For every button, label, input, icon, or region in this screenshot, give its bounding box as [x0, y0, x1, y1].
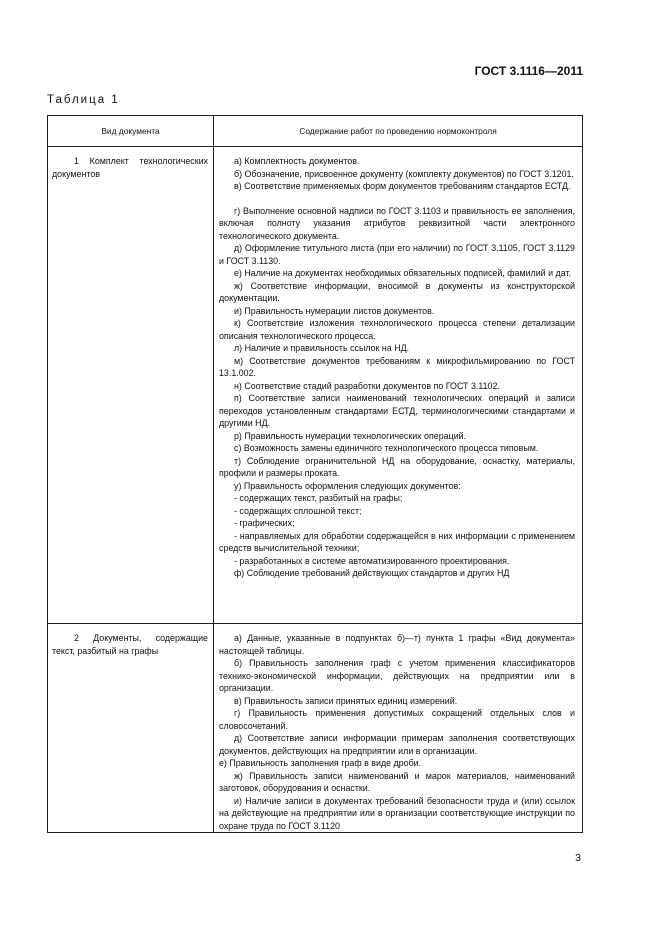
- document-type-name: 2 Документы, содержащие текст, разбитый на графы: [52, 633, 208, 656]
- table-row: [48, 147, 583, 624]
- list-item: у) Правильность оформления следующих документов:: [234, 480, 461, 491]
- list-item: и) Правильность нумерации листов документов.: [234, 305, 435, 316]
- list-item: в) Соответствие применяемых форм документов требованиям стандартов ЕСТД.: [234, 181, 571, 191]
- list-item: и) Наличие записи в документах требований безопасности труда и (или) ссылок на действующие на предприятии или в организации соответствующие инструкции по охране труда по ГОСТ 3.1120: [219, 795, 575, 831]
- list-item: ф) Соблюдение требований действующих стандартов и других НД: [234, 568, 510, 578]
- list-item: а) Комплектность документов.: [234, 156, 360, 166]
- table-caption-label: Таблица: [47, 94, 107, 106]
- work-content-cell: [214, 624, 583, 833]
- list-item: ж) Правильность записи наименований и марок материалов, наименований заготовок, оборудования и оснастки.: [219, 770, 575, 793]
- list-item: - содержащих текст, разбитый на графы;: [234, 493, 403, 503]
- list-item: е) Наличие на документах необходимых обязательных подписей, фамилий и дат.: [234, 268, 571, 278]
- document-standard-header: ГОСТ 3.1116—2011: [474, 64, 583, 78]
- list-item: ж) Соответствие информации, вносимой в документы из конструкторской документации.: [219, 280, 575, 303]
- list-item: к) Соответствие изложения технологического процесса степени детализации описания технологического процесса.: [219, 318, 575, 341]
- list-item: е) Правильность заполнения граф в виде дроби.: [219, 758, 422, 768]
- list-item: в) Правильность записи принятых единиц измерений.: [234, 695, 458, 706]
- table-caption: [47, 94, 118, 106]
- list-item: г) Выполнение основной надписи по ГОСТ 3.1103 и правильность ее заполнения, включая полноту указания атрибутов реквизитной части электронного технологического документа.: [219, 205, 575, 241]
- list-item: н) Соответствие стадий разработки документов по ГОСТ 3.1102.: [234, 380, 500, 391]
- work-content-list: [214, 147, 582, 580]
- list-item: п) Соответствие записи наименований технологических операций и записи переходов установленным стандартами ЕСТД, терминологическими стандартами и другими НД.: [219, 393, 575, 428]
- list-item: р) Правильность нумерации технологических операций.: [234, 430, 467, 441]
- list-item: м) Соответствие документов требованиям к микрофильмированию по ГОСТ 13.1.002.: [219, 355, 575, 378]
- list-item: т) Соблюдение ограничительной НД на оборудование, оснастку, материалы, профили и размеры проката.: [219, 455, 575, 478]
- list-item: д) Соответствие записи информации примерам заполнения соответствующих документов, действующих на предприятии или в организации.: [219, 733, 575, 756]
- list-item: - графических;: [234, 518, 295, 528]
- work-content-list: [214, 624, 582, 832]
- list-item: - содержащих сплошной текст;: [234, 505, 362, 516]
- column-header-document-type: Вид документа: [48, 116, 214, 147]
- list-item: г) Правильность применения допустимых сокращений отдельных слов и словосочетаний.: [219, 708, 575, 731]
- document-type-name: 1 Комплект технологических документов: [52, 156, 208, 179]
- list-item: д) Оформление титульного листа (при его наличии) по ГОСТ 3.1105, ГОСТ 3.1129 и ГОСТ 3.1130.: [219, 243, 575, 266]
- document-type-cell: [48, 147, 214, 624]
- list-item: с) Возможность замены единичного технологического процесса типовым.: [234, 443, 539, 453]
- norm-control-table: [47, 115, 583, 833]
- table-header-row: [48, 116, 583, 147]
- list-item: - разработанных в системе автоматизированного проектирования.: [234, 555, 510, 566]
- list-item: а) Данные, указанные в подпунктах б)—т) пункта 1 графы «Вид документа» настоящей таблицы.: [219, 633, 575, 656]
- column-header-work-content: Содержание работ по проведению нормоконтроля: [214, 116, 583, 147]
- list-item: б) Обозначение, присвоенное документу (комплекту документов) по ГОСТ 3.1201.: [234, 168, 574, 179]
- table-row: [48, 624, 583, 833]
- list-item: б) Правильность заполнения граф с учетом применения классификаторов технико-экономической информации, действующих на предприятии или в организации.: [219, 658, 575, 693]
- work-content-cell: [214, 147, 583, 624]
- page-number: 3: [575, 852, 581, 864]
- list-item: - направляемых для обработки содержащейся в них информации с применением средств вычислительной техники;: [219, 530, 575, 553]
- table-caption-number: 1: [111, 94, 118, 106]
- list-item: л) Наличие и правильность ссылок на НД.: [234, 343, 410, 353]
- document-type-cell: [48, 624, 214, 833]
